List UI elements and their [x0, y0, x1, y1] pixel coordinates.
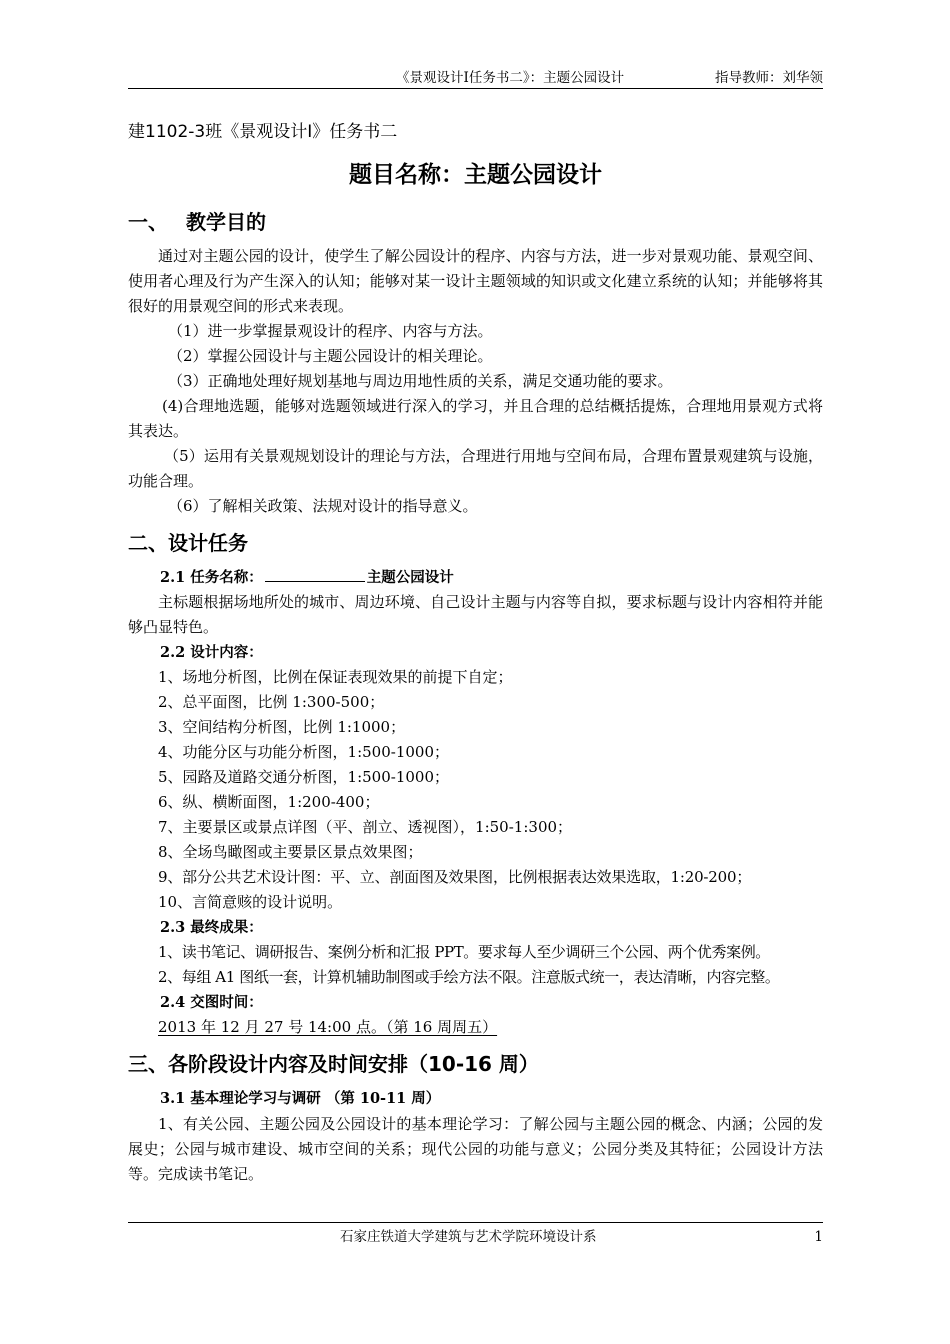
page-number: 1 [814, 1229, 823, 1245]
task-name-value: 主题公园设计 [366, 569, 454, 586]
submission-time-label: 2.4 交图时间： [160, 994, 263, 1011]
design-content-item: 4、功能分区与功能分析图，1:500-1000； [158, 743, 450, 761]
theory-study-text: 1、有关公园、主题公园及公园设计的基本理论学习：了解公园与主题公园的概念、内涵；公园的发展史；公园与城市建设、城市空间的关系；现代公园的功能与意义；公园分类及其特征；公园设计方法等。完成读书笔记。 [128, 1115, 823, 1183]
page-footer [128, 1222, 823, 1249]
design-content-item: 3、空间结构分析图，比例 1:1000； [158, 718, 406, 736]
submission-time-row [128, 1015, 823, 1040]
class-title: 建1102-3班《景观设计I》任务书二 [128, 122, 398, 142]
section1-number: 一、 [128, 210, 168, 234]
objective-item: （3）正确地处理好规划基地与周边用地性质的关系，满足交通功能的要求。 [168, 372, 673, 390]
submission-time-value: 2013 年 12 月 27 号 14:00 点。（第 16 周周五） [158, 1018, 498, 1036]
design-content-item: 7、主要景区或景点详图（平、剖立、透视图），1:50-1:300； [158, 818, 573, 836]
task-name-label: 2.1 任务名称： [160, 569, 263, 586]
final-result-item: 1、读书笔记、调研报告、案例分析和汇报 PPT。要求每人至少调研三个公园、两个优秀案例。 [158, 943, 770, 961]
section2-heading: 二、设计任务 [128, 531, 248, 555]
objective-item: （2）掌握公园设计与主题公园设计的相关理论。 [168, 347, 493, 365]
design-content-item: 2、总平面图，比例 1:300-500； [158, 693, 385, 711]
header-teacher: 指导教师：刘华领 [715, 70, 823, 86]
objective-item: （1）进一步掌握景观设计的程序、内容与方法。 [168, 322, 493, 340]
objective-item: （6）了解相关政策、法规对设计的指导意义。 [168, 497, 478, 515]
document-title: 题目名称：主题公园设计 [349, 162, 602, 188]
section1-intro: 通过对主题公园的设计，使学生了解公园设计的程序、内容与方法，进一步对景观功能、景观空间、使用者心理及行为产生深入的认知；能够对某一设计主题领域的知识或文化建立系统的认知；并能够将其很好的用景观空间的形式来表现。 [128, 247, 823, 315]
footer-school: 石家庄铁道大学建筑与艺术学院环境设计系 [340, 1229, 597, 1245]
design-content-item: 1、场地分析图，比例在保证表现效果的前提下自定； [158, 668, 513, 686]
document-body [128, 118, 823, 1187]
header-title: 《景观设计I任务书二》：主题公园设计 [396, 70, 625, 86]
final-result-label: 2.3 最终成果： [160, 919, 263, 936]
section1-heading [128, 206, 823, 238]
design-content-label: 2.2 设计内容： [160, 644, 263, 661]
design-content-item: 5、园路及道路交通分析图，1:500-1000； [158, 768, 450, 786]
final-result-item: 2、每组 A1 图纸一套，计算机辅助制图或手绘方法不限。注意版式统一，表达清晰，内容完整。 [158, 968, 780, 986]
design-content-item: 10、言简意赅的设计说明。 [158, 893, 343, 911]
page-header [128, 66, 823, 89]
section3-heading: 三、各阶段设计内容及时间安排（10-16 周） [128, 1052, 539, 1076]
objective-item: （5）运用有关景观规划设计的理论与方法，合理进行用地与空间布局，合理布置景观建筑与设施，功能合理。 [128, 447, 823, 490]
theory-study-label: 3.1 基本理论学习与调研 （第 10-11 周） [160, 1090, 441, 1107]
design-content-item: 9、部分公共艺术设计图：平、立、剖面图及效果图，比例根据表达效果选取，1:20-200； [158, 868, 752, 886]
task-name-blank [265, 567, 365, 582]
section1-title: 教学目的 [186, 210, 266, 234]
objective-item: (4)合理地选题，能够对选题领域进行深入的学习，并且合理的总结概括提炼，合理地用景观方式将其表达。 [128, 397, 823, 440]
design-content-item: 6、纵、横断面图，1:200-400； [158, 793, 380, 811]
design-content-item: 8、全场鸟瞰图或主要景区景点效果图； [158, 843, 423, 861]
task-name-description: 主标题根据场地所处的城市、周边环境、自己设计主题与内容等自拟，要求标题与设计内容相符并能够凸显特色。 [128, 593, 823, 636]
task-name-row [128, 565, 823, 590]
